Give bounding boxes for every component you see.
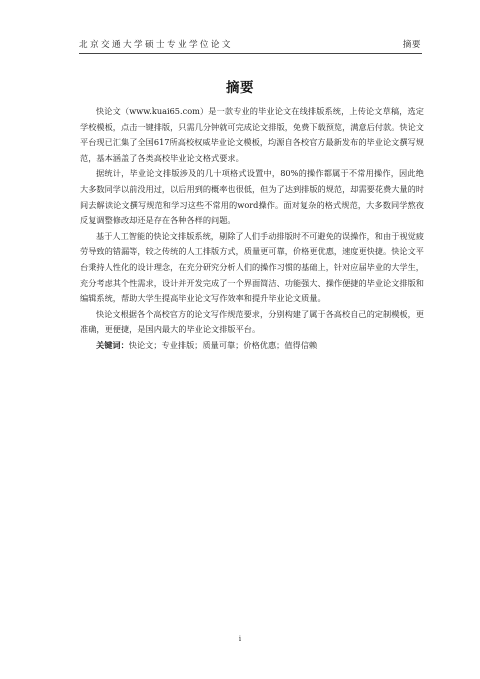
- abstract-body: [80, 104, 424, 354]
- abstract-paragraph: 据统计，毕业论文排版涉及的几十项格式设置中，80%的操作都属于不常用操作，因此绝大多数同学以前没用过，以后用到的概率也很低，但为了达到排版的规范，却需要花费大量的时间去解读论文撰写规范和学习这些不常用的word操作。面对复杂的格式规范，大多数同学熬夜反复调整修改却还是存在各种各样的问题。: [80, 168, 424, 226]
- header-thesis-title: 北京交通大学硕士专业学位论文: [79, 40, 233, 50]
- abstract-paragraph: 快论文根据各个高校官方的论文写作规范要求，分别构建了属于各高校自己的定制模板，更准确，更便捷，是国内最大的毕业论文排版平台。: [80, 308, 424, 335]
- abstract-paragraph: 基于人工智能的快论文排版系统，剔除了人们手动排版时不可避免的误操作，和由于视觉疲劳导致的错漏等，较之传统的人工排版方式，质量更可靠，价格更优惠，速度更快捷。快论文平台秉持人性化的设计理念，在充分研究分析人们的操作习惯的基础上，针对应届毕业的大学生，充分考虑其个性需求，设计并开发完成了一个界面简洁、功能强大、操作便捷的毕业论文排版和编辑系统，帮助大学生提高毕业论文写作效率和提升毕业论文质量。: [80, 230, 424, 304]
- header-rule: [79, 53, 422, 54]
- page-header: [79, 38, 421, 52]
- abstract-paragraph: 快论文（www.kuai65.com）是一款专业的毕业论文在线排版系统，上传论文草稿，选定学校模板，点击一键排版，只需几分钟就可完成论文排版，免费下载预览，满意后付款。快论文平台现已汇集了全国617所高校权威毕业论文模板，均源自各校官方最新发布的毕业论文撰写规范，基本涵盖了各类高校毕业论文格式要求。: [80, 106, 424, 163]
- keywords-line: [80, 338, 424, 354]
- keywords-value: 快论文；专业排版；质量可靠；价格优惠；值得信赖: [128, 339, 318, 350]
- page-title: 摘要: [226, 80, 254, 96]
- page-number: i: [238, 634, 242, 643]
- keywords-label: 关键词：: [96, 339, 129, 350]
- header-section-name: 摘要: [402, 40, 421, 50]
